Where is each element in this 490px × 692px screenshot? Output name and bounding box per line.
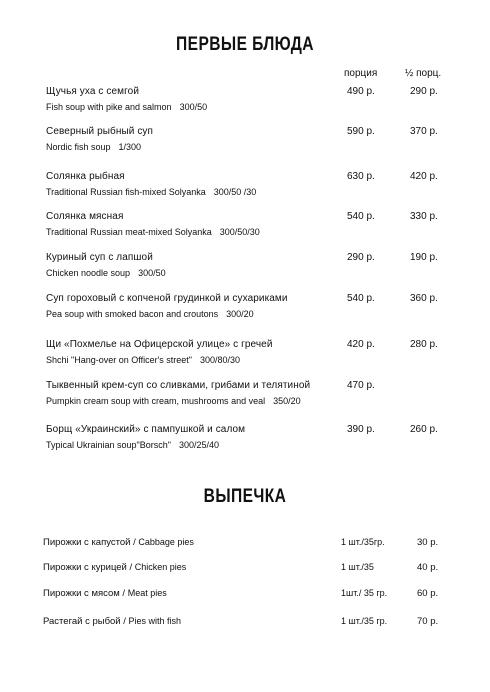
dish-name-en (46, 440, 219, 450)
price-portion: 290 р. (347, 252, 375, 263)
dish-name-en (46, 268, 166, 278)
soup-item (46, 380, 466, 414)
dish-name-en (46, 396, 301, 406)
dish-name-en (46, 142, 141, 152)
pastry-name-ru: Пирожки с капустой / (43, 537, 139, 548)
pastry-name-en: Meat pies (127, 588, 167, 598)
dish-name-ru: Северный рыбный суп (46, 126, 154, 137)
pastry-item (43, 616, 443, 630)
price-portion: 470 р. (347, 380, 375, 391)
dish-weight: 350/20 (273, 396, 301, 406)
dish-description-en: Pumpkin cream soup with cream, mushrooms and veal (46, 396, 266, 406)
dish-name-ru: Щучья уха с семгой (46, 86, 140, 97)
price-portion: 540 р. (347, 211, 375, 222)
price-portion: 540 р. (347, 293, 375, 304)
dish-name-ru: Суп гороховый с копченой грудинкой и сухариками (46, 293, 288, 304)
price-half-portion: 280 р. (410, 339, 438, 350)
dish-description-en: Fish soup with pike and salmon (46, 102, 172, 112)
soup-item (46, 86, 466, 120)
pastry-item (43, 562, 443, 576)
dish-description-en: Chicken noodle soup (46, 268, 131, 278)
dish-name-en (46, 309, 254, 319)
dish-description-en: Traditional Russian meat-mixed Solyanka (46, 227, 212, 237)
pastry-name (43, 616, 181, 627)
price-half-portion: 360 р. (410, 293, 438, 304)
pastry-price: 40 р. (417, 562, 439, 573)
dish-weight: 300/25/40 (178, 440, 219, 450)
dish-name-ru: Тыквенный крем-суп со сливками, грибами и телятиной (46, 380, 311, 391)
pastry-weight: 1 шт./35 гр. (341, 616, 388, 626)
price-portion: 420 р. (347, 339, 375, 350)
pastry-name (43, 537, 194, 548)
price-half-portion: 370 р. (410, 126, 438, 137)
dish-description-en: Typical Ukrainian soup"Borsch" (46, 440, 171, 450)
dish-name-ru: Борщ «Украинский» с пампушкой и салом (46, 424, 246, 435)
pastry-name-ru: Растегай с рыбой / (43, 616, 129, 627)
pastry-item (43, 588, 443, 602)
dish-name-en (46, 102, 207, 112)
soup-item (46, 339, 466, 373)
dish-name-ru: Солянка рыбная (46, 171, 125, 182)
dish-description-en: Pea soup with smoked bacon and croutons (46, 309, 219, 319)
price-portion: 590 р. (347, 126, 375, 137)
soup-item (46, 252, 466, 286)
dish-name-ru: Куриный суп с лапшой (46, 252, 153, 263)
pastry-name (43, 562, 186, 573)
price-half-portion: 190 р. (410, 252, 438, 263)
price-portion: 390 р. (347, 424, 375, 435)
dish-weight: 300/50 (179, 102, 208, 112)
pastry-weight: 1 шт./35гр. (341, 537, 385, 547)
pastry-weight: 1 шт./35 (341, 562, 374, 572)
dish-weight: 300/80/30 (200, 355, 241, 365)
dish-name-en (46, 355, 240, 365)
dish-weight: 1/300 (118, 142, 142, 152)
dish-name-en (46, 227, 260, 237)
dish-weight: 300/50 (138, 268, 166, 278)
dish-description-en: Nordic fish soup (46, 142, 111, 152)
soup-item (46, 126, 466, 160)
soup-item (46, 211, 466, 245)
price-half-portion: 420 р. (410, 171, 438, 182)
price-half-portion: 260 р. (410, 424, 438, 435)
price-portion: 490 р. (347, 86, 375, 97)
dish-weight: 300/50/30 (219, 227, 260, 237)
dish-name-ru: Щи «Похмелье на Офицерской улице» с гречей (46, 339, 273, 350)
dish-weight: 300/50 /30 (213, 187, 257, 197)
pastry-name (43, 588, 167, 599)
pastry-name-ru: Пирожки с курицей / (43, 562, 135, 573)
dish-description-en: Shchi "Hang-over on Officer's street" (46, 355, 193, 365)
pastry-price: 70 р. (417, 616, 439, 627)
dish-weight: 300/20 (226, 309, 254, 319)
pastry-name-en: Chicken pies (134, 562, 187, 572)
soup-item (46, 171, 466, 205)
soup-item (46, 293, 466, 327)
column-header-portion: порция (344, 68, 378, 79)
price-half-portion: 290 р. (410, 86, 438, 97)
pastry-price: 60 р. (417, 588, 439, 599)
pastry-price: 30 р. (417, 537, 439, 548)
soup-item (46, 424, 466, 458)
pastry-name-en: Cabbage pies (138, 537, 194, 547)
pastry-weight: 1шт./ 35 гр. (341, 588, 388, 598)
column-header-half-portion: ½ порц. (405, 68, 442, 79)
pastry-name-en: Pies with fish (128, 616, 182, 626)
price-half-portion: 330 р. (410, 211, 438, 222)
dish-description-en: Traditional Russian fish-mixed Solyanka (46, 187, 206, 197)
pastry-item (43, 537, 443, 551)
dish-name-en (46, 187, 256, 197)
first-courses-title: ПЕРВЫЕ БЛЮДА (176, 34, 314, 55)
price-portion: 630 р. (347, 171, 375, 182)
pastry-title: ВЫПЕЧКА (203, 486, 287, 507)
pastry-name-ru: Пирожки с мясом / (43, 588, 128, 599)
dish-name-ru: Солянка мясная (46, 211, 124, 222)
